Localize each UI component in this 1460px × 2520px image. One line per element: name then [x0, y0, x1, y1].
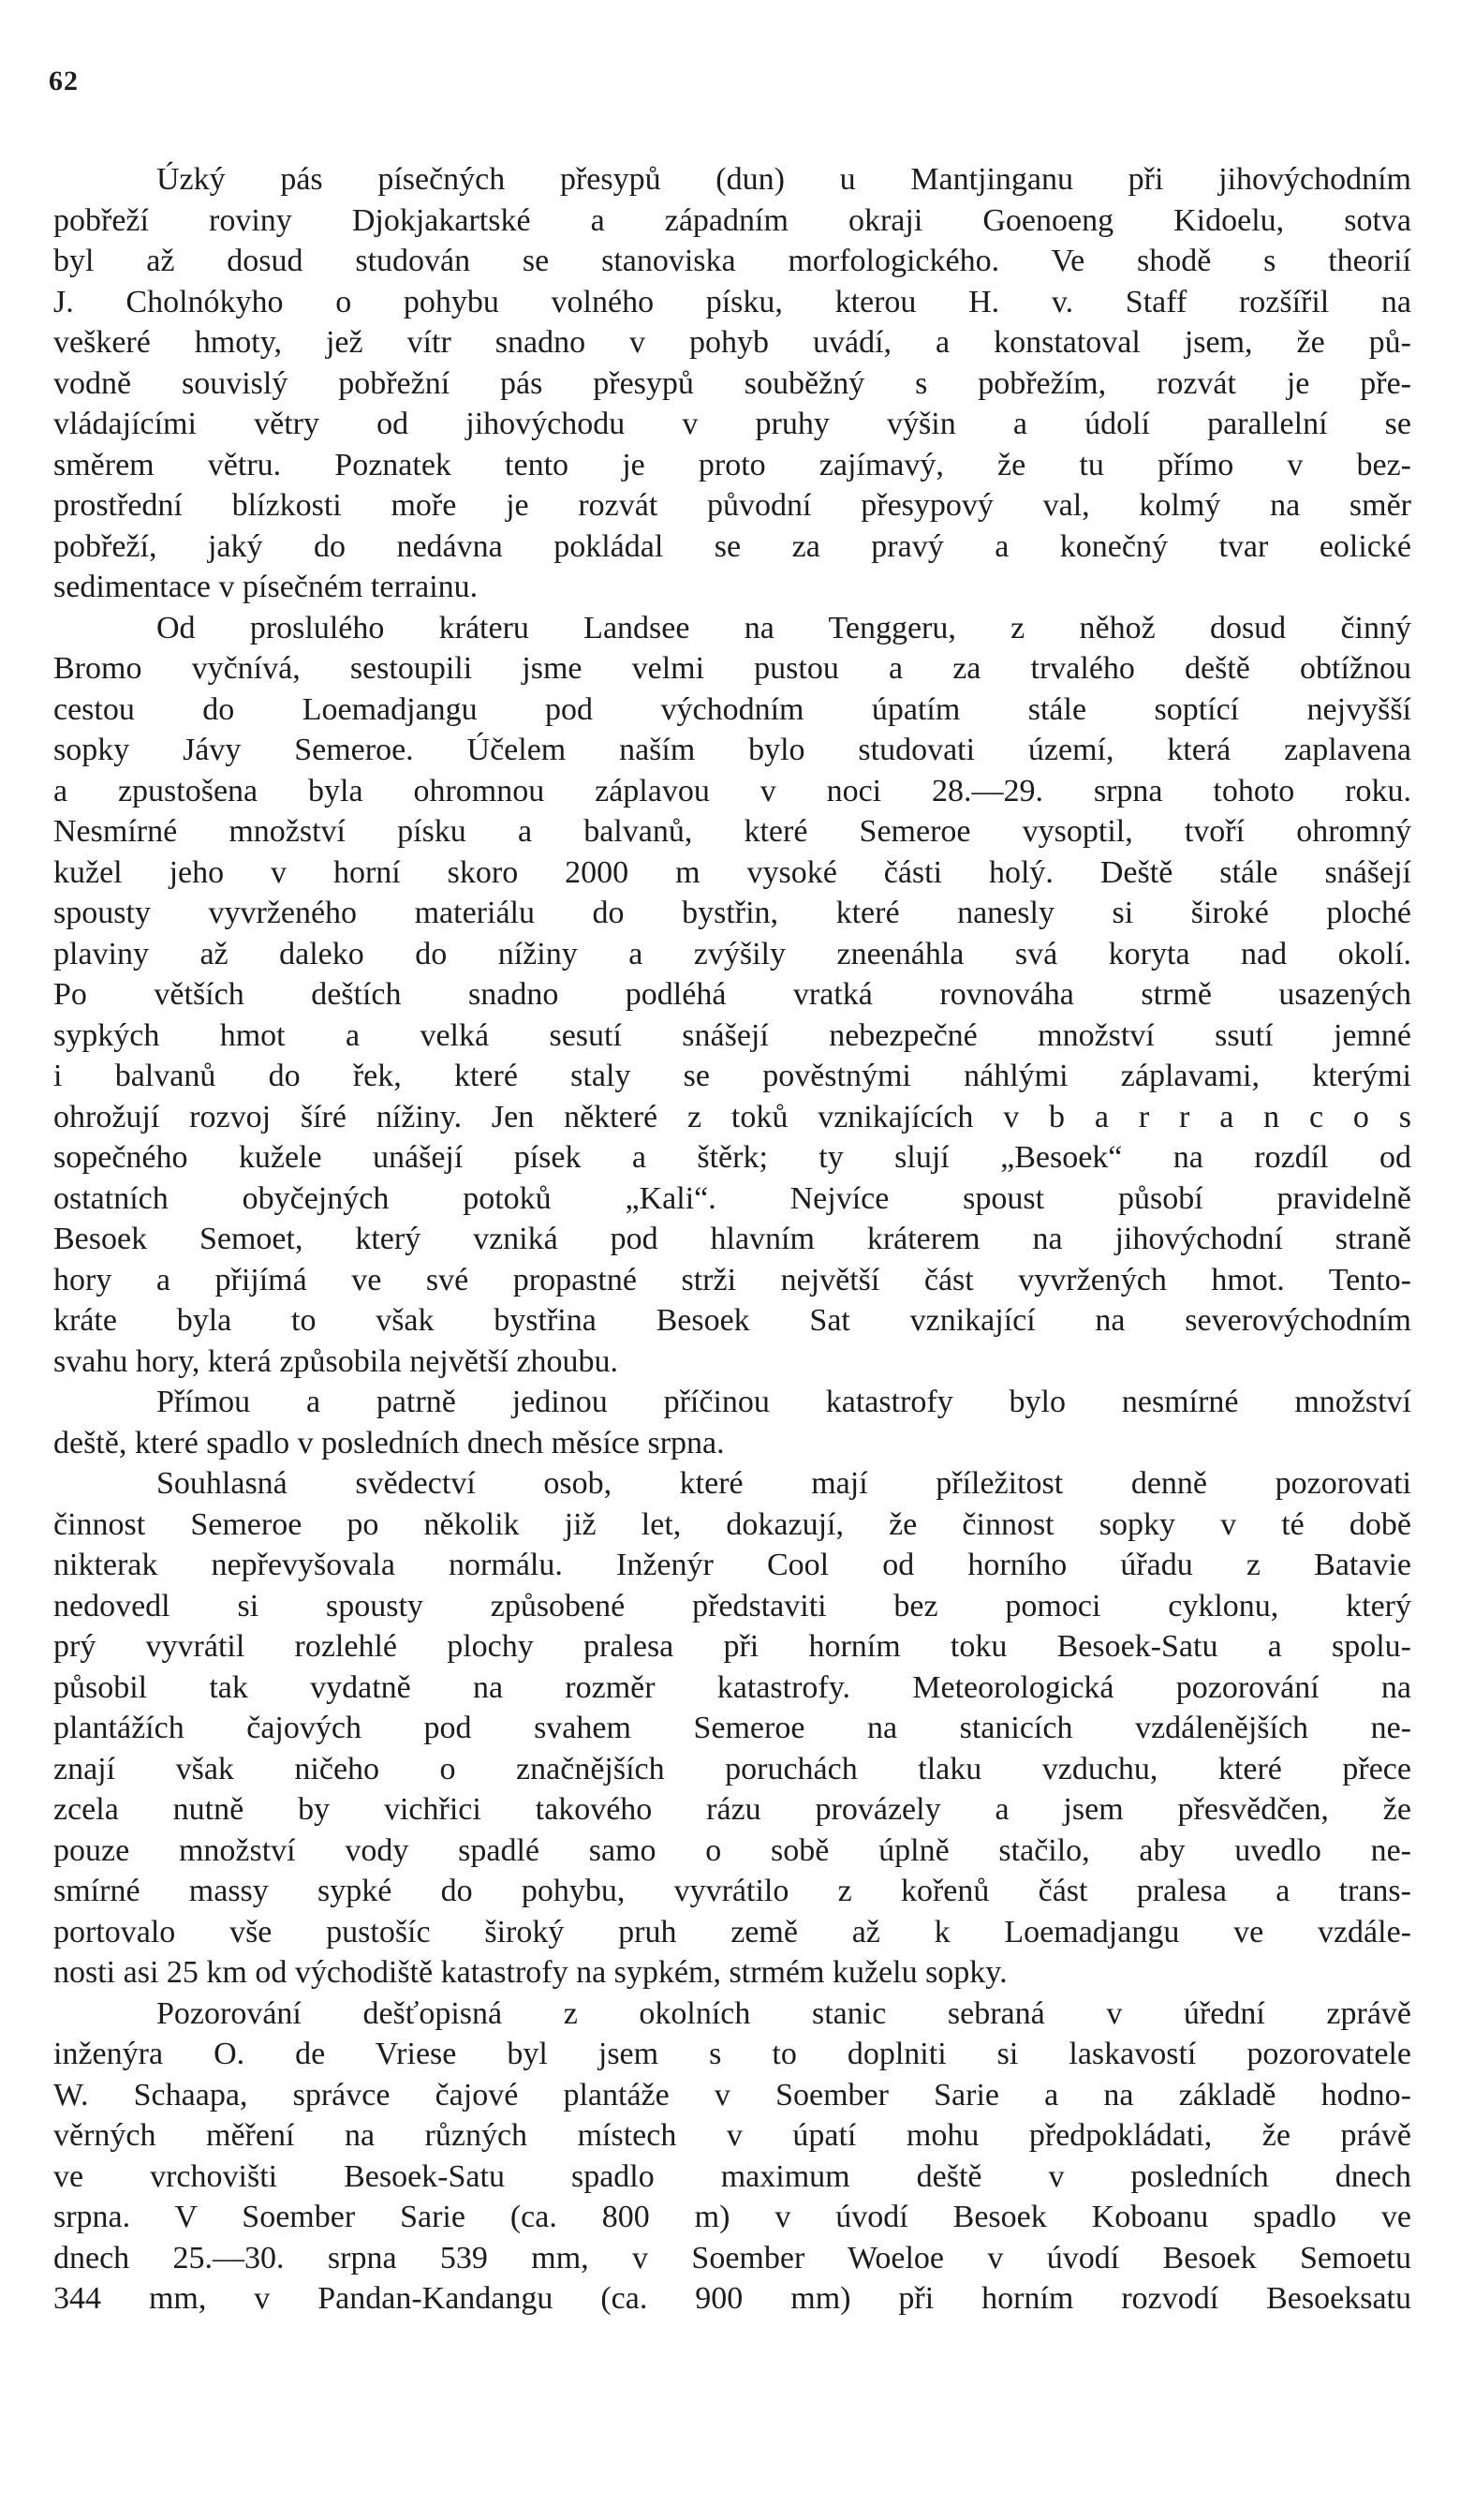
text-line: svahu hory, která způsobila největší zhoubu.	[53, 1343, 619, 1379]
text-line: ostatních obyčejných potoků „Kali“. Nejvíce spoust působí pravidelně	[53, 1180, 1411, 1216]
text-line: znají však ničeho o značnějších poruchách tlaku vzduchu, které přece	[53, 1751, 1411, 1786]
text-line: portovalo vše pustošíc široký pruh země až k Loemadjangu ve vzdále-	[53, 1914, 1411, 1949]
text-line: pobřeží roviny Djokjakartské a západním okraji Goenoeng Kidoelu, sotva	[53, 202, 1411, 238]
text-line: Od proslulého kráteru Landsee na Tenggeru, z něhož dosud činný	[156, 610, 1411, 645]
text-line: cestou do Loemadjangu pod východním úpatím stále soptící nejvyšší	[53, 691, 1411, 727]
text-line: byl až dosud studován se stanoviska morfologického. Ve shodě s theorií	[53, 244, 1411, 278]
text-line: sypkých hmot a velká sesutí snášejí nebezpečné množství ssutí jemné	[53, 1017, 1411, 1053]
text-line: vládajícími větry od jihovýchodu v pruhy výšin a údolí parallelní se	[53, 407, 1411, 441]
text-line: pouze množství vody spadlé samo o sobě úplně stačilo, aby uvedlo ne-	[53, 1832, 1411, 1868]
text-line: inženýra O. de Vriese byl jsem s to doplniti si laskavostí pozorovatele	[53, 2037, 1411, 2071]
text-line: Besoek Semoet, který vzniká pod hlavním kráterem na jihovýchodní straně	[53, 1222, 1411, 1256]
text-line: vodně souvislý pobřežní pás přesypů souběžný s pobřežím, rozvát je pře-	[53, 365, 1411, 401]
text-line: dnech 25.—30. srpna 539 mm, v Soember Woeloe v úvodí Besoek Semoetu	[53, 2240, 1411, 2275]
text-line: sedimentace v písečném terrainu.	[53, 570, 479, 604]
text-line: činnost Semeroe po několik již let, dokazují, že činnost sopky v té době	[53, 1506, 1411, 1542]
text-line: sopky Jávy Semeroe. Účelem naším bylo studovati území, která zaplavena	[53, 733, 1411, 767]
text-line: plantážích čajových pod svahem Semeroe na stanicích vzdálenějších ne-	[53, 1711, 1411, 1745]
text-line: směrem větru. Poznatek tento je proto zajímavý, že tu přímo v bez-	[53, 447, 1411, 482]
text-line: prostřední blízkosti moře je rozvát původní přesypový val, kolmý na směr	[53, 488, 1411, 523]
text-line: pobřeží, jaký do nedávna pokládal se za pravý a konečný tvar eolické	[53, 528, 1411, 564]
text-line: deště, které spadlo v posledních dnech měsíce srpna.	[53, 1425, 725, 1460]
text-line: sopečného kužele unášejí písek a štěrk; ty slují „Besoek“ na rozdíl od	[53, 1140, 1411, 1175]
text-line: W. Schaapa, správce čajové plantáže v Soember Sarie a na základě hodno-	[53, 2077, 1411, 2112]
text-line: plaviny až daleko do nížiny a zvýšily zneenáhla svá koryta nad okolí.	[53, 936, 1411, 971]
text-line: Souhlasná svědectví osob, které mají příležitost denně pozorovati	[156, 1466, 1411, 1501]
text-line: Přímou a patrně jedinou příčinou katastrofy bylo nesmírné množství	[156, 1385, 1411, 1419]
text-line: veškeré hmoty, jež vítr snadno v pohyb uvádí, a konstatoval jsem, že pů-	[53, 325, 1411, 360]
text-line: kužel jeho v horní skoro 2000 m vysoké části holý. Deště stále snášejí	[53, 854, 1411, 890]
page-number: 62	[49, 66, 79, 96]
text-line: Bromo vyčnívá, sestoupili jsme velmi pustou a za trvalého deště obtížnou	[53, 651, 1411, 686]
text-line: spousty vyvrženého materiálu do bystřin, které nanesly si široké ploché	[53, 896, 1411, 930]
text-line: ve vrchovišti Besoek-Satu spadlo maximum deště v posledních dnech	[53, 2158, 1411, 2194]
text-line: hory a přijímá ve své propastné strži největší část vyvržených hmot. Tento-	[53, 1262, 1411, 1297]
body-text	[53, 159, 1411, 2320]
text-line: Úzký pás písečných přesypů (dun) u Mantjinganu při jihovýchodním	[156, 162, 1411, 197]
text-line: působil tak vydatně na rozměr katastrofy. Meteorologická pozorování na	[53, 1669, 1411, 1705]
text-line: smírné massy sypké do pohybu, vyvrátilo z kořenů část pralesa a trans-	[53, 1874, 1411, 1908]
text-line: nedovedl si spousty způsobené představiti bez pomoci cyklonu, který	[53, 1588, 1411, 1623]
text-line: 344 mm, v Pandan-Kandangu (ca. 900 mm) při horním rozvodí Besoeksatu	[53, 2281, 1411, 2316]
text-line: nikterak nepřevyšovala normálu. Inženýr Cool od horního úřadu z Batavie	[53, 1548, 1411, 1582]
text-line: Pozorování dešťopisná z okolních stanic sebraná v úřední zprávě	[156, 1995, 1411, 2031]
text-line: J. Cholnókyho o pohybu volného písku, kterou H. v. Staff rozšířil na	[53, 284, 1411, 319]
text-line: ohrožují rozvoj šíré nížiny. Jen některé z toků vznikajících v b a r r a n c o s	[53, 1099, 1411, 1134]
text-line: a zpustošena byla ohromnou záplavou v noci 28.—29. srpna tohoto roku.	[53, 773, 1411, 808]
text-line: i balvanů do řek, které staly se pověstnými náhlými záplavami, kterými	[53, 1059, 1411, 1093]
text-line: prý vyvrátil rozlehlé plochy pralesa při horním toku Besoek-Satu a spolu-	[53, 1629, 1411, 1664]
text-line: zcela nutně by vichřici takového rázu provázely a jsem přesvědčen, že	[53, 1792, 1411, 1827]
text-line: věrných měření na různých místech v úpatí mohu předpokládati, že právě	[53, 2118, 1411, 2153]
text-line: nosti asi 25 km od východiště katastrofy na sypkém, strmém kuželu sopky.	[53, 1955, 1008, 1990]
text-line: kráte byla to však bystřina Besoek Sat vznikající na severovýchodním	[53, 1303, 1411, 1338]
text-line: Po větších deštích snadno podléhá vratká rovnováha strmě usazených	[53, 977, 1411, 1012]
text-line: srpna. V Soember Sarie (ca. 800 m) v úvodí Besoek Koboanu spadlo ve	[53, 2200, 1411, 2234]
text-line: Nesmírné množství písku a balvanů, které Semeroe vysoptil, tvoří ohromný	[53, 814, 1411, 849]
